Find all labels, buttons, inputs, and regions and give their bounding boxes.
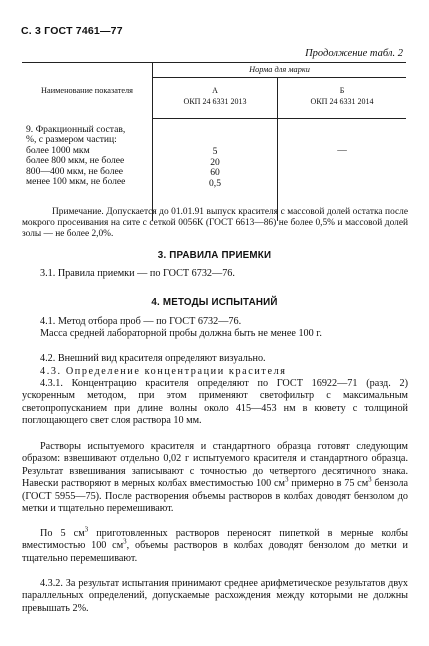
text-part: Растворы испытуемого красителя и стандартного образца готовят следующим образом: взвешивают отдельно 0,02 г испытуемого красителя и стандартного образца. Результат взвешивания записывают с точностью до четвертого десятичного знака. Навески растворяют в мерных колбах вместимостью 100 см [22,441,408,490]
column-header-mark-b [278,78,407,119]
superscript: 3 [123,538,127,547]
para-4-3: 4.3. Определение концентрации красителя [40,366,287,377]
table-continuation-label: Продолжение табл. 2 [305,48,403,59]
section-3-title: 3. ПРАВИЛА ПРИЕМКИ [157,250,272,261]
value-cell: 20 [210,156,220,168]
param-line: более 1000 мкм [26,144,90,156]
row-parameter-name [22,119,153,221]
section-4-title: 4. МЕТОДЫ ИСПЫТАНИЙ [151,297,278,308]
param-line: менее 100 мкм, не более [26,176,126,187]
para-4-1-mass: Масса средней лабораторной пробы должна быть не менее 100 г. [40,328,322,339]
value-cell: 5 [212,146,218,157]
page-header: С. 3 ГОСТ 7461—77 [21,25,123,37]
para-4-3-1-solutions [22,441,408,515]
column-header-norm: Норма для марки [153,63,407,78]
value-cell: 0,5 [209,177,221,189]
param-line: 800—400 мкм, не более [26,165,124,177]
mark-b-value: — [278,119,407,221]
mark-a-code: ОКП 24 6331 2013 [183,97,247,106]
text-part: , объемы растворов в колбах доводят бензолом до метки и тщательно перемешивают. [22,540,408,564]
text-part: По 5 см [40,528,85,539]
para-4-3-1-transfer [22,525,409,565]
param-line: более 800 мкм, не более [26,155,125,166]
mark-b-letter: Б [339,86,345,95]
mark-a-values [153,119,278,221]
mark-a-letter: А [212,86,218,95]
value-cell: 60 [210,167,220,178]
column-header-name: Наименование показателя [22,63,153,119]
mark-b-code: ОКП 24 6331 2014 [310,97,374,106]
table-note: Примечание. Допускается до 01.01.91 выпуск красителя с массовой долей остатка после мокрого просеивания на сите с сеткой 0056К (ГОСТ 6613—86) не более 0,5% и массовой долей золы — не более 2,0%. [22,207,408,240]
column-header-mark-a [153,78,278,119]
para-4-3-1: 4.3.1. Концентрацию красителя определяют по ГОСТ 16922—71 (разд. 2) ускоренным методом, при этом применяют светофильтр с максимальным светопропусканием при длине волны около 415—453 нм в кювету с толщиной поглощающего свет слоя раствора 10 мм. [22,378,408,427]
para-4-2: 4.2. Внешний вид красителя определяют визуально. [40,353,266,364]
param-line: 9. Фракционный состав, [26,123,126,135]
para-4-1: 4.1. Метод отбора проб — по ГОСТ 6732—76. [40,316,242,327]
text-part: бензола (ГОСТ 5955—75). После растворения объемы растворов в колбах доводят бензолом до метки и тщательно перемешивают. [22,478,408,515]
superscript: 3 [84,525,89,534]
text-part: примерно в 75 см [288,478,369,490]
superscript: 3 [284,475,289,484]
fraction-table [22,62,406,221]
text-part: приготовленных растворов переносят пипеткой в мерные колбы вместимостью 100 см [22,528,409,552]
para-4-3-2: 4.3.2. За результат испытания принимают среднее арифметическое результатов двух параллельных определений, допускаемые расхождения между которыми не должны превышать 2%. [22,578,408,614]
para-3-1: 3.1. Правила приемки — по ГОСТ 6732—76. [40,268,235,279]
param-line: %, с размером частиц: [26,134,117,145]
superscript: 3 [368,475,372,484]
